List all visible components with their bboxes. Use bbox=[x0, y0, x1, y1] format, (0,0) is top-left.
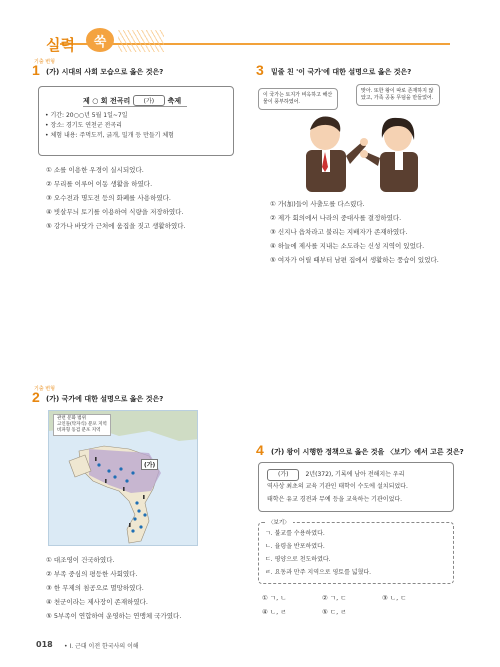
boy-figure bbox=[306, 117, 368, 192]
bogi-label-text: 보기 bbox=[273, 520, 285, 526]
poster-line: • 기간: 20○○년 5월 1일~7일 bbox=[45, 112, 128, 119]
q1-option-3: ③ 오수전과 명도전 등의 화폐를 사용하였다. bbox=[46, 194, 171, 202]
bogi-item: ㄱ. 불교를 수용하였다. bbox=[265, 530, 325, 537]
q3-option-5: ⑤ 여자가 어릴 때부터 남편 집에서 생활하는 풍습이 있었다. bbox=[270, 256, 439, 264]
q3-bubble-left: 이 국가는 토지가 비옥하고 해산물이 풍부하였어. bbox=[258, 88, 338, 110]
legend-item: 관련 문화 범위 bbox=[57, 416, 86, 421]
map-label: (가) bbox=[141, 459, 158, 470]
q3-option-2: ② 제가 회의에서 나라의 중대사를 결정하였다. bbox=[270, 214, 402, 222]
legend-item: 고인돌(탁자식) 분포 지역 bbox=[57, 422, 107, 427]
q2-map bbox=[48, 410, 198, 546]
q4-choice-1: ① ㄱ, ㄴ bbox=[262, 594, 287, 602]
q2-number: 2 bbox=[32, 389, 40, 405]
poster-title-left: 제 ○ 회 전곡리 bbox=[83, 97, 131, 105]
bogi-label: 〈보기〉 bbox=[265, 518, 293, 526]
map-legend bbox=[53, 414, 111, 436]
q4-choice-3: ③ ㄴ, ㄷ bbox=[382, 594, 407, 602]
q3-option-4: ④ 하늘에 제사를 지내는 소도라는 신성 지역이 있었다. bbox=[270, 242, 425, 250]
bogi-item: ㄷ. 평양으로 천도하였다. bbox=[265, 556, 331, 563]
q1-option-4: ④ 빗살무늬 토기를 이용하여 식량을 저장하였다. bbox=[46, 208, 184, 216]
q1-tag: 기출 변형 bbox=[34, 59, 55, 65]
q3-option-1: ① 가(加)들이 사출도를 다스렸다. bbox=[270, 200, 365, 208]
q3-option-3: ③ 신지나 읍차라고 불리는 지배자가 존재하였다. bbox=[270, 228, 408, 236]
bogi-item: ㄴ. 율령을 반포하였다. bbox=[265, 543, 325, 550]
poster-rule bbox=[83, 106, 187, 107]
bogi-item: ㄹ. 요동과 만주 지역으로 영토를 넓혔다. bbox=[265, 569, 372, 576]
q1-option-2: ② 무리를 이루어 이동 생활을 하였다. bbox=[46, 180, 153, 188]
poster-title bbox=[83, 95, 181, 106]
q1-option-1: ① 소를 이용한 우경이 실시되었다. bbox=[46, 166, 144, 174]
q2-option-2: ② 부족 중심의 평등한 사회였다. bbox=[46, 570, 138, 578]
q2-tag: 기출 변형 bbox=[34, 386, 55, 392]
q1-number: 1 bbox=[32, 62, 40, 78]
q3-question: 밑줄 친 '이 국가'에 대한 설명으로 옳은 것은? bbox=[271, 68, 412, 76]
poster-title-right: 축제 bbox=[167, 97, 182, 105]
q2-option-5: ⑤ 5부족이 연합하여 운영하는 연맹체 국가였다. bbox=[46, 612, 182, 620]
q4-number: 4 bbox=[256, 442, 264, 458]
poster-line: • 장소: 경기도 연천군 전곡리 bbox=[45, 122, 122, 129]
section-badge: 쑥 bbox=[86, 28, 114, 52]
header-decoration bbox=[118, 30, 164, 52]
q1-poster bbox=[38, 86, 234, 156]
q3-number: 3 bbox=[256, 62, 264, 78]
q1-question: (가) 시대의 사회 모습으로 옳은 것은? bbox=[46, 68, 164, 76]
page-number: 018 bbox=[36, 640, 53, 649]
q4-question: (가) 왕이 시행한 정책으로 옳은 것을 〈보기〉에서 고른 것은? bbox=[271, 448, 464, 456]
section-title: 실력 bbox=[46, 36, 75, 54]
q3-bubble-right: 맞아. 또한 왕이 따로 존재하지 않았고, 가족 공동 무덤을 만들었어. bbox=[356, 84, 440, 106]
q4-choice-4: ④ ㄴ, ㄹ bbox=[262, 608, 287, 616]
poster-line: • 체험 내용: 주먹도끼, 긁개, 밀개 등 만들기 체험 bbox=[45, 132, 174, 139]
q2-option-3: ③ 한 무제의 침공으로 멸망하였다. bbox=[46, 584, 144, 592]
legend-item: 비파형 동검 분포 지역 bbox=[57, 428, 101, 433]
poster-blank: (가) bbox=[133, 95, 165, 106]
chapter-title: • Ⅰ. 근대 이전 한국사의 이해 bbox=[64, 643, 139, 650]
q2-question: (가) 국가에 대한 설명으로 옳은 것은? bbox=[46, 395, 164, 403]
q2-option-4: ④ 천군이라는 제사장이 존재하였다. bbox=[46, 598, 148, 606]
passage-text: 2년(372), 기록에 남아 전해지는 우리 bbox=[305, 471, 405, 478]
q1-option-5: ⑤ 강가나 바닷가 근처에 움집을 짓고 생활하였다. bbox=[46, 222, 186, 230]
passage-line-2: 역사상 최초의 교육 기관인 태학이 수도에 설치되었다. bbox=[267, 483, 408, 490]
girl-figure bbox=[360, 118, 418, 192]
q4-choice-2: ② ㄱ, ㄷ bbox=[322, 594, 347, 602]
passage-blank: (가) bbox=[267, 469, 299, 481]
q4-passage bbox=[258, 462, 454, 512]
q4-bogi-box bbox=[258, 522, 454, 584]
passage-line-1 bbox=[267, 469, 405, 481]
passage-line-3: 태학은 유교 경전과 무예 등을 교육하는 기관이었다. bbox=[267, 496, 403, 503]
q4-choice-5: ⑤ ㄷ, ㄹ bbox=[322, 608, 347, 616]
students-illustration bbox=[270, 112, 450, 192]
q2-option-1: ① 대조영이 건국하였다. bbox=[46, 556, 115, 564]
